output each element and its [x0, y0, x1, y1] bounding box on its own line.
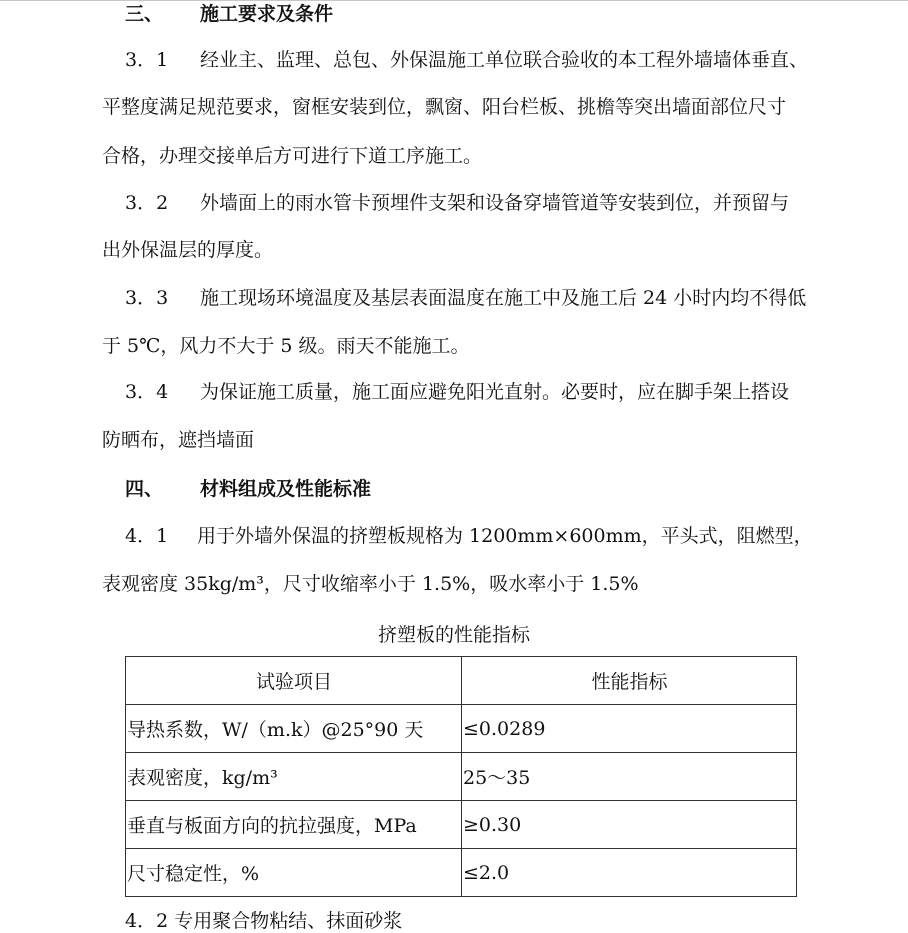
- paragraph-3-1-line-3: 合格，办理交接单后方可进行下道工序施工。: [102, 145, 483, 167]
- table-row: [126, 753, 797, 801]
- item-number: 3．4: [125, 381, 169, 403]
- section-number: 三、: [125, 3, 164, 25]
- section-4-heading: [125, 477, 372, 501]
- paragraph-text: 用于外墙外保温的挤塑板规格为 1200mm×600mm，平头式，阻燃型，: [197, 525, 813, 547]
- item-number: 3．1: [125, 49, 169, 71]
- cell-value: 25～35: [462, 753, 797, 801]
- cell-item: 垂直与板面方向的抗拉强度，MPa: [126, 801, 462, 849]
- item-number: 4．1: [125, 525, 169, 547]
- column-header-performance: 性能指标: [462, 657, 797, 705]
- column-header-test-item: 试验项目: [126, 657, 462, 705]
- cell-value: ≤0.0289: [462, 705, 797, 753]
- table-caption: 挤塑板的性能指标: [377, 624, 530, 646]
- paragraph-3-3-line-1: [125, 286, 807, 310]
- table-header-row: [126, 657, 797, 705]
- table-row: [126, 849, 797, 897]
- cell-item: 表观密度，kg/m³: [126, 753, 462, 801]
- paragraph-3-4-line-1: [125, 380, 790, 404]
- paragraph-3-4-line-2: 防晒布，遮挡墙面: [102, 429, 255, 451]
- section-number: 四、: [125, 478, 164, 500]
- paragraph-text: 经业主、监理、总包、外保温施工单位联合验收的本工程外墙墙体垂直、: [200, 49, 809, 71]
- paragraph-3-1-line-1: [125, 48, 809, 72]
- paragraph-3-2-line-1: [125, 191, 790, 215]
- paragraph-text: 为保证施工质量，施工面应避免阳光直射。必要时，应在脚手架上搭设: [200, 381, 790, 403]
- paragraph-3-3-line-2: 于 5℃，风力不大于 5 级。雨天不能施工。: [102, 335, 470, 357]
- cell-value: ≥0.30: [462, 801, 797, 849]
- paragraph-4-1-line-1: [125, 524, 813, 548]
- cell-item: 尺寸稳定性，%: [126, 849, 462, 897]
- section-title: 材料组成及性能标准: [200, 478, 372, 500]
- paragraph-4-1-line-2: 表观密度 35kg/m³，尺寸收缩率小于 1.5%，吸水率小于 1.5%: [102, 573, 639, 595]
- properties-table: [125, 656, 797, 897]
- page-top-border: [0, 0, 908, 1]
- cutoff-paragraph-4-2: 4．2 专用聚合物粘结、抹面砂浆: [125, 910, 403, 932]
- table-row: [126, 705, 797, 753]
- table-row: [126, 801, 797, 849]
- item-number: 3．2: [125, 192, 169, 214]
- cell-value: ≤2.0: [462, 849, 797, 897]
- paragraph-3-1-line-2: 平整度满足规范要求，窗框安装到位，飘窗、阳台栏板、挑檐等突出墙面部位尺寸: [102, 96, 787, 118]
- paragraph-3-2-line-2: 出外保温层的厚度。: [102, 239, 274, 261]
- cell-item: 导热系数，W/（m.k）@25°90 天: [126, 705, 462, 753]
- section-3-heading: [125, 2, 334, 26]
- paragraph-text: 外墙面上的雨水管卡预埋件支架和设备穿墙管道等安装到位，并预留与: [200, 192, 790, 214]
- section-title: 施工要求及条件: [200, 3, 334, 25]
- paragraph-text: 施工现场环境温度及基层表面温度在施工中及施工后 24 小时内均不得低: [200, 287, 807, 309]
- item-number: 3．3: [125, 287, 169, 309]
